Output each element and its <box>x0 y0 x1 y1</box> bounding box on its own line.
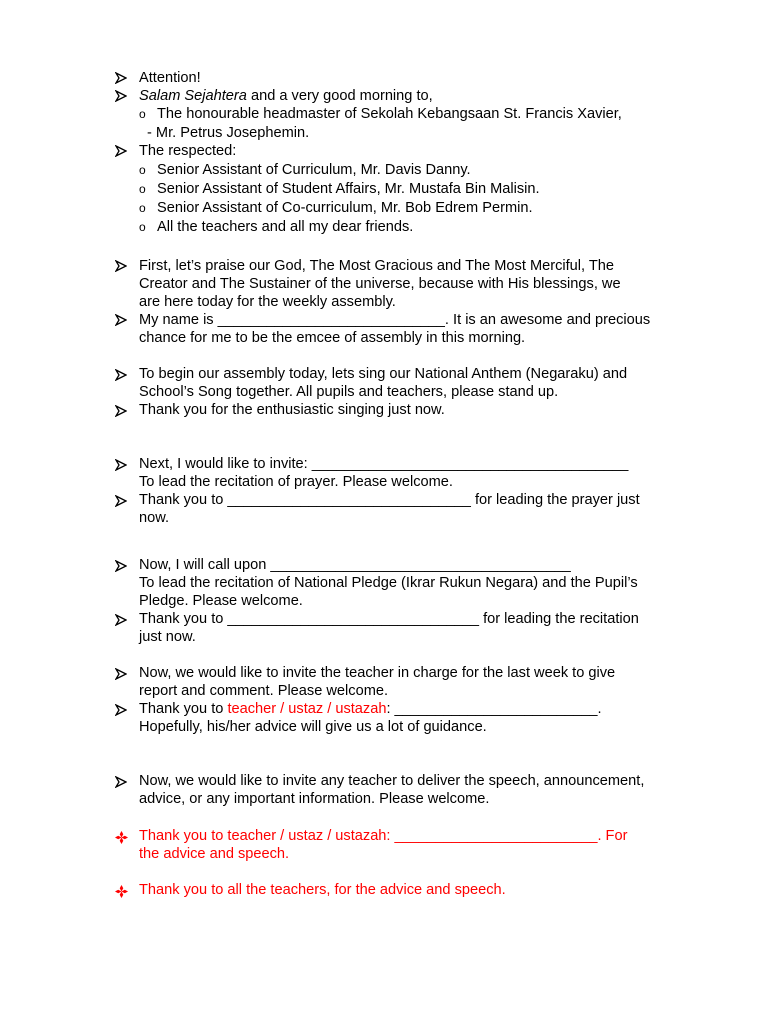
call-line-3: Pledge. Please welcome. <box>139 593 303 609</box>
circle-bullet-icon: o <box>139 201 146 215</box>
salam-line <box>139 87 433 105</box>
circle-bullet-icon: o <box>139 107 146 121</box>
headmaster-name: - Mr. Petrus Josephemin. <box>147 125 310 141</box>
call-line-1: Now, I will call upon _____________________________________ <box>139 557 571 573</box>
arrowhead-bullet-icon <box>115 776 127 788</box>
praise-line-2: Creator and The Sustainer of the universe, because with His blessings, we <box>139 276 621 292</box>
diamond-bullet-icon <box>115 831 128 844</box>
call-line-2: To lead the recitation of National Pledge (Ikrar Rukun Negara) and the Pupil’s <box>139 575 638 591</box>
anthem-thanks-line: Thank you for the enthusiastic singing just now. <box>139 402 445 418</box>
sa-student-line: Senior Assistant of Student Affairs, Mr. Mustafa Bin Malisin. <box>157 181 540 197</box>
arrowhead-bullet-icon <box>115 72 127 84</box>
report-thanks-highlight: teacher / ustaz / ustazah <box>227 701 387 717</box>
circle-bullet-icon: o <box>139 163 146 177</box>
all-thanks-line: Thank you to all the teachers, for the advice and speech. <box>139 882 506 898</box>
arrowhead-bullet-icon <box>115 704 127 716</box>
speech-line-1: Now, we would like to invite any teacher to deliver the speech, announcement, <box>139 773 645 789</box>
speech-thanks-line-2: the advice and speech. <box>139 846 290 862</box>
report-thanks-line-2: Hopefully, his/her advice will give us a lot of guidance. <box>139 719 487 735</box>
sa-curriculum-line: Senior Assistant of Curriculum, Mr. Davis Danny. <box>157 162 471 178</box>
anthem-line-2: School’s Song together. All pupils and teachers, please stand up. <box>139 384 559 400</box>
report-thanks-blank: : _________________________. <box>386 701 602 717</box>
arrowhead-bullet-icon <box>115 145 127 157</box>
arrowhead-bullet-icon <box>115 614 127 626</box>
attention-line: Attention! <box>139 70 201 86</box>
diamond-bullet-icon <box>115 885 128 898</box>
prayer-thanks-line-1: Thank you to ______________________________ for leading the prayer just <box>139 492 640 508</box>
teachers-friends-line: All the teachers and all my dear friends. <box>157 219 414 235</box>
prayer-thanks-line-2: now. <box>139 510 170 526</box>
anthem-line-1: To begin our assembly today, lets sing our National Anthem (Negaraku) and <box>139 366 628 382</box>
pledge-thanks-line-2: just now. <box>139 629 196 645</box>
headmaster-line: The honourable headmaster of Sekolah Kebangsaan St. Francis Xavier, <box>157 106 622 122</box>
praise-line-3: are here today for the weekly assembly. <box>139 294 396 310</box>
salam-italic: Salam Sejahtera <box>139 88 247 104</box>
speech-thanks-line-1: Thank you to teacher / ustaz / ustazah: _________________________. For <box>139 828 628 844</box>
speech-line-2: advice, or any important information. Please welcome. <box>139 791 490 807</box>
circle-bullet-icon: o <box>139 220 146 234</box>
arrowhead-bullet-icon <box>115 495 127 507</box>
pledge-thanks-line-1: Thank you to _______________________________ for leading the recitation <box>139 611 639 627</box>
report-thanks-line-1 <box>139 700 602 718</box>
arrowhead-bullet-icon <box>115 260 127 272</box>
invite-line-2: To lead the recitation of prayer. Please welcome. <box>139 474 453 490</box>
invite-line-1: Next, I would like to invite: _______________________________________ <box>139 456 629 472</box>
report-thanks-prefix: Thank you to <box>139 701 228 717</box>
arrowhead-bullet-icon <box>115 459 127 471</box>
praise-line-1: First, let’s praise our God, The Most Gracious and The Most Merciful, The <box>139 258 615 274</box>
arrowhead-bullet-icon <box>115 560 127 572</box>
sa-cocurriculum-line: Senior Assistant of Co-curriculum, Mr. Bob Edrem Permin. <box>157 200 533 216</box>
name-line-2: chance for me to be the emcee of assembly in this morning. <box>139 330 526 346</box>
report-line-1: Now, we would like to invite the teacher in charge for the last week to give <box>139 665 616 681</box>
arrowhead-bullet-icon <box>115 369 127 381</box>
salam-rest: and a very good morning to, <box>246 88 433 104</box>
circle-bullet-icon: o <box>139 182 146 196</box>
arrowhead-bullet-icon <box>115 314 127 326</box>
arrowhead-bullet-icon <box>115 90 127 102</box>
arrowhead-bullet-icon <box>115 405 127 417</box>
arrowhead-bullet-icon <box>115 668 127 680</box>
respected-line: The respected: <box>139 143 237 159</box>
report-line-2: report and comment. Please welcome. <box>139 683 389 699</box>
name-line-1: My name is ____________________________. It is an awesome and precious <box>139 312 651 328</box>
